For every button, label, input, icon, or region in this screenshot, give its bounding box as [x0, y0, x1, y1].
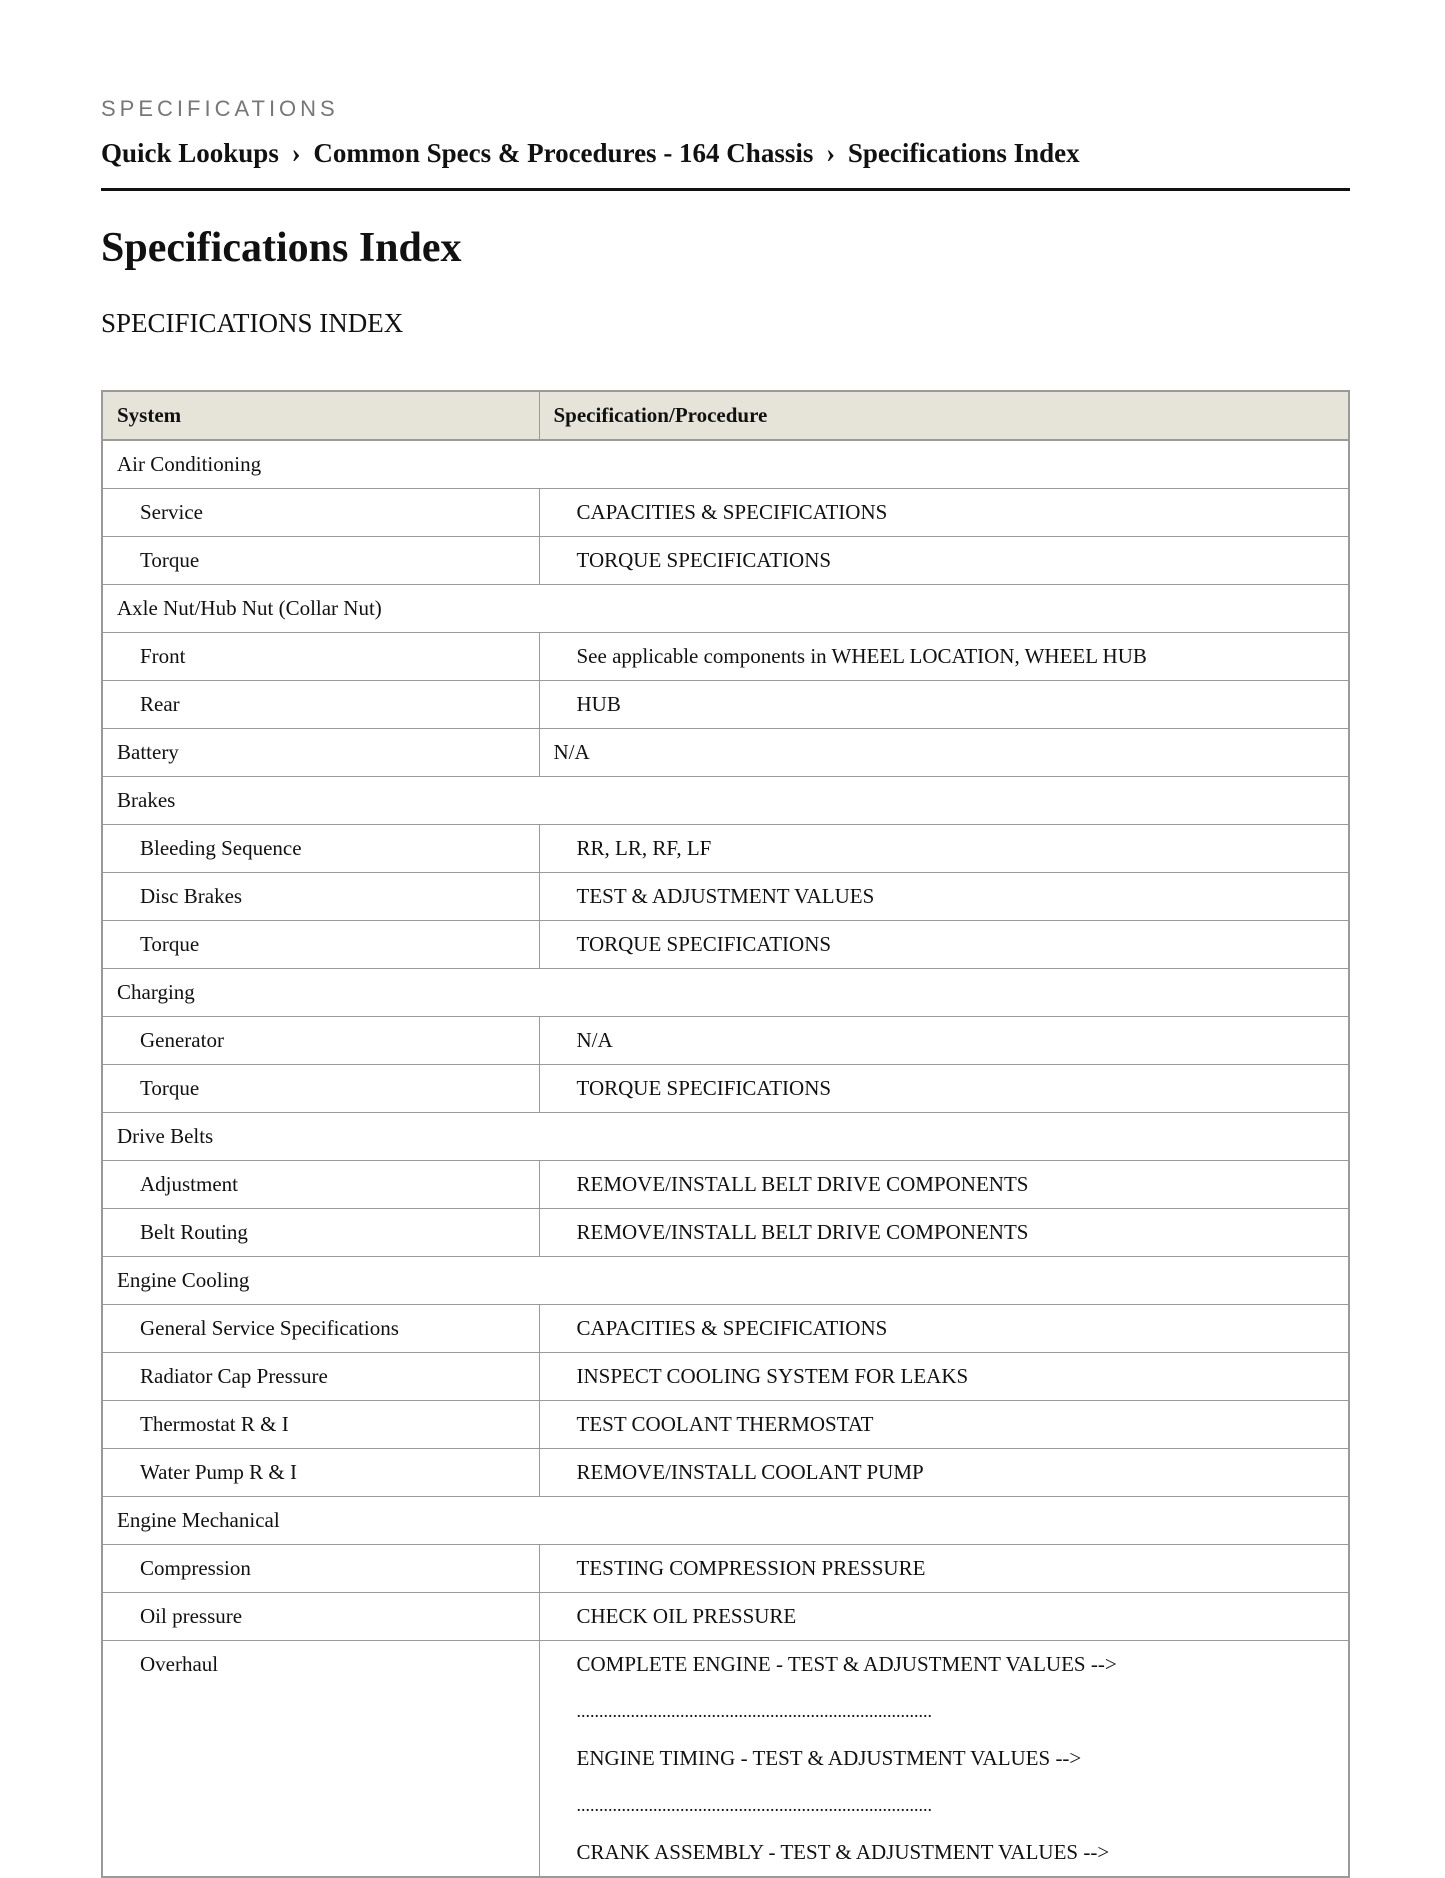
specification-cell: N/A: [539, 1017, 1349, 1065]
table-row: [102, 1065, 1349, 1113]
system-cell: Thermostat R & I: [102, 1401, 539, 1449]
breadcrumb: [101, 138, 1080, 169]
table-row: [102, 1113, 1349, 1161]
table-row: [102, 681, 1349, 729]
system-cell: Torque: [102, 537, 539, 585]
specification-cell: REMOVE/INSTALL BELT DRIVE COMPONENTS: [539, 1209, 1349, 1257]
system-group-cell: Air Conditioning: [102, 440, 1349, 489]
specification-link[interactable]: COMPLETE ENGINE - TEST & ADJUSTMENT VALUES -->: [576, 1652, 1117, 1676]
specification-link[interactable]: ENGINE TIMING - TEST & ADJUSTMENT VALUES -->: [576, 1746, 1082, 1770]
section-label: SPECIFICATIONS: [101, 96, 339, 121]
specification-cell: N/A: [539, 729, 1349, 777]
table-row: [102, 1593, 1349, 1641]
system-cell: Generator: [102, 1017, 539, 1065]
table-row: [102, 633, 1349, 681]
table-row: [102, 1353, 1349, 1401]
table-row: [102, 777, 1349, 825]
specification-cell: CAPACITIES & SPECIFICATIONS: [539, 489, 1349, 537]
table-row: [102, 825, 1349, 873]
system-cell: Belt Routing: [102, 1209, 539, 1257]
specification-cell: CAPACITIES & SPECIFICATIONS: [539, 1305, 1349, 1353]
table-row: [102, 1305, 1349, 1353]
specification-cell: REMOVE/INSTALL BELT DRIVE COMPONENTS: [539, 1161, 1349, 1209]
system-cell: Battery: [102, 729, 539, 777]
system-cell: Adjustment: [102, 1161, 539, 1209]
specification-link[interactable]: CRANK ASSEMBLY - TEST & ADJUSTMENT VALUES -->: [576, 1840, 1110, 1864]
breadcrumb-item-specifications-index: Specifications Index: [847, 138, 1080, 168]
system-cell: Disc Brakes: [102, 873, 539, 921]
specification-cell: [539, 1641, 1349, 1878]
system-cell: Oil pressure: [102, 1593, 539, 1641]
table-row: [102, 1161, 1349, 1209]
dotted-leader: ...............................................................................: [576, 1701, 932, 1721]
table-row: [102, 585, 1349, 633]
specification-cell: RR, LR, RF, LF: [539, 825, 1349, 873]
system-cell: General Service Specifications: [102, 1305, 539, 1353]
system-cell: Overhaul: [102, 1641, 539, 1878]
table-row: [102, 489, 1349, 537]
table-body: [102, 440, 1349, 1877]
system-cell: Water Pump R & I: [102, 1449, 539, 1497]
specification-cell: TORQUE SPECIFICATIONS: [539, 537, 1349, 585]
table-row: [102, 921, 1349, 969]
system-cell: Service: [102, 489, 539, 537]
breadcrumb-item-common-specs[interactable]: Common Specs & Procedures - 164 Chassis: [313, 138, 814, 168]
system-cell: Torque: [102, 1065, 539, 1113]
system-group-cell: Drive Belts: [102, 1113, 1349, 1161]
specification-cell: TORQUE SPECIFICATIONS: [539, 1065, 1349, 1113]
page-title: Specifications Index: [101, 225, 462, 271]
table-row: [102, 1017, 1349, 1065]
table-row: [102, 440, 1349, 489]
specification-cell: TEST & ADJUSTMENT VALUES: [539, 873, 1349, 921]
breadcrumb-separator: ›: [826, 138, 836, 168]
system-group-cell: Brakes: [102, 777, 1349, 825]
table-header-row: [102, 391, 1349, 440]
dotted-leader: ...............................................................................: [576, 1795, 932, 1815]
specification-cell: TESTING COMPRESSION PRESSURE: [539, 1545, 1349, 1593]
system-cell: Compression: [102, 1545, 539, 1593]
system-group-cell: Axle Nut/Hub Nut (Collar Nut): [102, 585, 1349, 633]
specification-cell: HUB: [539, 681, 1349, 729]
table-row: [102, 1641, 1349, 1878]
system-cell: Torque: [102, 921, 539, 969]
table-row: [102, 873, 1349, 921]
system-cell: Radiator Cap Pressure: [102, 1353, 539, 1401]
breadcrumb-item-quick-lookups[interactable]: Quick Lookups: [101, 138, 279, 168]
system-group-cell: Engine Mechanical: [102, 1497, 1349, 1545]
table-row: [102, 1401, 1349, 1449]
table-row: [102, 969, 1349, 1017]
table-row: [102, 1545, 1349, 1593]
header-divider: [101, 188, 1350, 191]
system-group-cell: Charging: [102, 969, 1349, 1017]
specification-cell: TORQUE SPECIFICATIONS: [539, 921, 1349, 969]
specification-cell: INSPECT COOLING SYSTEM FOR LEAKS: [539, 1353, 1349, 1401]
specification-cell: TEST COOLANT THERMOSTAT: [539, 1401, 1349, 1449]
system-cell: Bleeding Sequence: [102, 825, 539, 873]
column-header-system: System: [102, 391, 539, 440]
system-cell: Rear: [102, 681, 539, 729]
specifications-table: [101, 390, 1350, 1878]
page-subtitle: SPECIFICATIONS INDEX: [101, 308, 404, 338]
table-row: [102, 537, 1349, 585]
specification-cell: See applicable components in WHEEL LOCATION, WHEEL HUB: [539, 633, 1349, 681]
specification-cell: REMOVE/INSTALL COOLANT PUMP: [539, 1449, 1349, 1497]
system-cell: Front: [102, 633, 539, 681]
table-row: [102, 1257, 1349, 1305]
specification-cell: CHECK OIL PRESSURE: [539, 1593, 1349, 1641]
system-group-cell: Engine Cooling: [102, 1257, 1349, 1305]
table-row: [102, 1449, 1349, 1497]
table-row: [102, 1209, 1349, 1257]
table-row: [102, 729, 1349, 777]
breadcrumb-separator: ›: [291, 138, 301, 168]
table-row: [102, 1497, 1349, 1545]
column-header-specification: Specification/Procedure: [539, 391, 1349, 440]
